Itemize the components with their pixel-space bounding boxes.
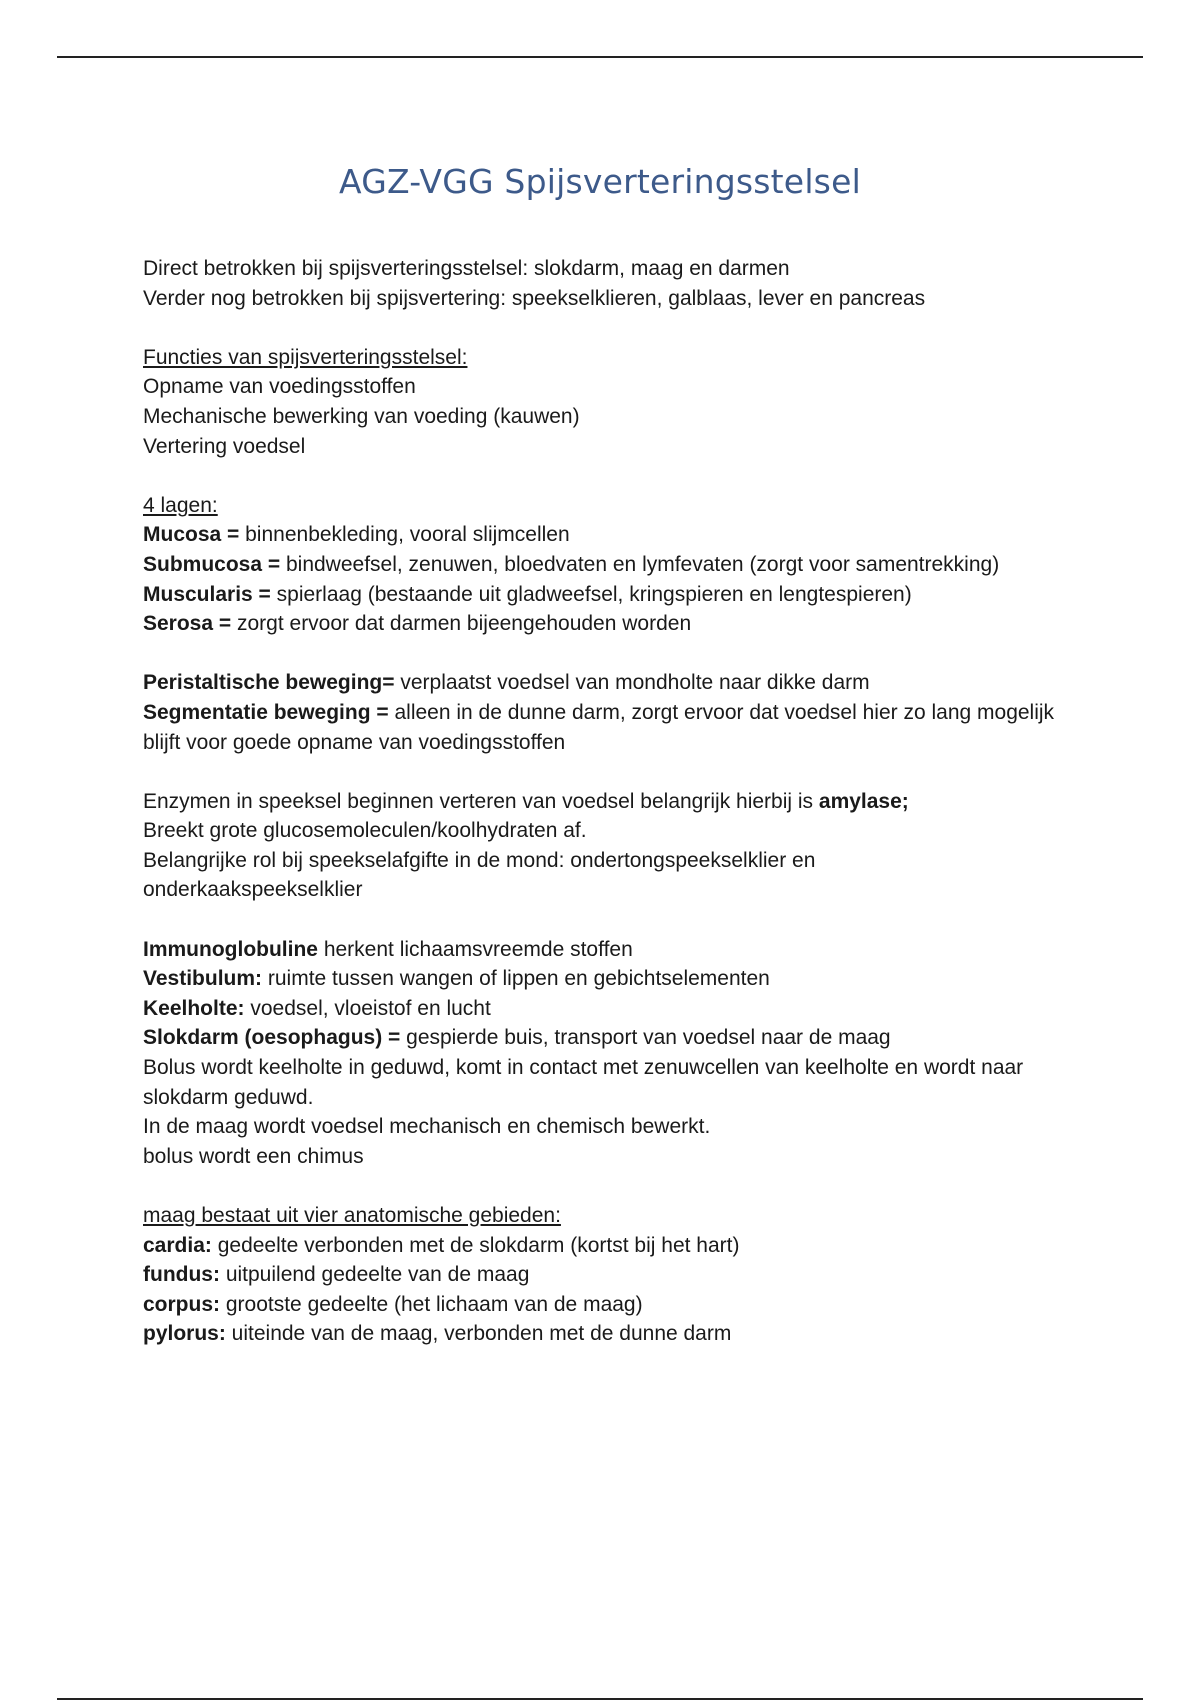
spacer	[143, 313, 1063, 343]
function-item: Vertering voedsel	[143, 434, 306, 458]
intro-line-2: Verder nog betrokken bij spijsvertering: speekselklieren, galblaas, lever en pancreas	[143, 286, 926, 310]
stomach-text: grootste gedeelte (het lichaam van de maag)	[220, 1292, 643, 1316]
enzymes-text: Enzymen in speeksel beginnen verteren van voedsel belangrijk hierbij is	[143, 789, 819, 813]
stomach-term: cardia:	[143, 1233, 212, 1257]
anatomy-item-keelholte	[143, 994, 1063, 1024]
anatomy-term: Keelholte:	[143, 996, 245, 1020]
enzymes-line-2: Breekt grote glucosemoleculen/koolhydraten af.	[143, 819, 587, 843]
spacer	[143, 905, 1063, 935]
stomach-item-corpus	[143, 1290, 1063, 1320]
anatomy-item-slokdarm	[143, 1023, 1063, 1053]
layer-item-serosa	[143, 609, 1063, 639]
document-title: AGZ-VGG Spijsverteringsstelsel	[339, 162, 861, 201]
spacer	[143, 461, 1063, 491]
layer-item-submucosa	[143, 550, 1063, 580]
segmentation-term: Segmentatie beweging =	[143, 700, 389, 724]
bolus-line: Bolus wordt keelholte in geduwd, komt in contact met zenuwcellen van keelholte en wordt naar slokdarm geduwd.	[143, 1056, 1024, 1109]
layer-term: Mucosa =	[143, 523, 240, 547]
layer-term: Muscularis =	[143, 582, 271, 606]
chime-line: bolus wordt een chimus	[143, 1144, 364, 1168]
layer-text: bindweefsel, zenuwen, bloedvaten en lymfevaten (zorgt voor samentrekking)	[280, 552, 1000, 576]
layer-term: Serosa =	[143, 612, 232, 636]
anatomy-text: voedsel, vloeistof en lucht	[244, 996, 491, 1020]
layer-text: spierlaag (bestaande uit gladweefsel, kringspieren en lengtespieren)	[270, 582, 912, 606]
enzymes-line-3: Belangrijke rol bij speekselafgifte in de mond: ondertongspeekselklier en onderkaakspeekselklier	[143, 848, 816, 902]
function-item: Mechanische bewerking van voeding (kauwen)	[143, 404, 580, 428]
anatomy-term: Slokdarm (oesophagus) =	[143, 1026, 401, 1050]
layer-text: binnenbekleding, vooral slijmcellen	[239, 523, 570, 547]
amylase-term: amylase;	[818, 789, 909, 813]
stomach-term: fundus:	[143, 1263, 220, 1287]
spacer	[143, 639, 1063, 669]
function-item: Opname van voedingsstoffen	[143, 375, 416, 399]
anatomy-text: ruimte tussen wangen of lippen en gebichtselementen	[262, 967, 770, 991]
stomach-process-line: In de maag wordt voedsel mechanisch en chemisch bewerkt.	[143, 1115, 711, 1139]
stomach-term: corpus:	[143, 1292, 221, 1316]
segmentation-text: alleen in de dunne darm, zorgt ervoor dat voedsel hier zo lang mogelijk blijft voor goede opname van voedingsstoffen	[143, 700, 1055, 754]
stomach-item-cardia	[143, 1231, 1063, 1261]
layer-item-mucosa	[143, 520, 1063, 550]
segmentation-line	[143, 698, 1063, 757]
stomach-heading: maag bestaat uit vier anatomische gebieden:	[143, 1204, 561, 1227]
stomach-item-fundus	[143, 1260, 1063, 1290]
anatomy-term: Vestibulum:	[143, 967, 263, 991]
anatomy-text: herkent lichaamsvreemde stoffen	[317, 937, 633, 961]
peristaltic-term: Peristaltische beweging=	[143, 671, 395, 695]
stomach-text: gedeelte verbonden met de slokdarm (kortst bij het hart)	[211, 1233, 740, 1257]
layer-term: Submucosa =	[143, 552, 281, 576]
spacer	[143, 1171, 1063, 1201]
stomach-item-pylorus	[143, 1319, 1063, 1349]
anatomy-item-vestibulum	[143, 964, 1063, 994]
stomach-text: uiteinde van de maag, verbonden met de dunne darm	[225, 1322, 732, 1346]
anatomy-term: Immunoglobuline	[143, 937, 318, 961]
layers-heading: 4 lagen:	[143, 493, 218, 517]
enzymes-line	[143, 787, 1063, 817]
peristaltic-text: verplaatst voedsel van mondholte naar dikke darm	[394, 671, 870, 695]
layer-text: zorgt ervoor dat darmen bijeengehouden worden	[231, 612, 692, 636]
functions-heading: Functies van spijsverteringsstelsel:	[143, 345, 468, 369]
stomach-text: uitpuilend gedeelte van de maag	[219, 1263, 530, 1287]
anatomy-item-immunoglobuline	[143, 935, 1063, 965]
anatomy-text: gespierde buis, transport van voedsel naar de maag	[400, 1026, 891, 1050]
header-rule	[57, 56, 1143, 58]
stomach-term: pylorus:	[143, 1322, 226, 1346]
document-body	[143, 254, 1063, 1349]
intro-line-1: Direct betrokken bij spijsverteringsstelsel: slokdarm, maag en darmen	[143, 257, 790, 280]
peristaltic-line	[143, 668, 1063, 698]
layer-item-muscularis	[143, 580, 1063, 610]
spacer	[143, 757, 1063, 787]
